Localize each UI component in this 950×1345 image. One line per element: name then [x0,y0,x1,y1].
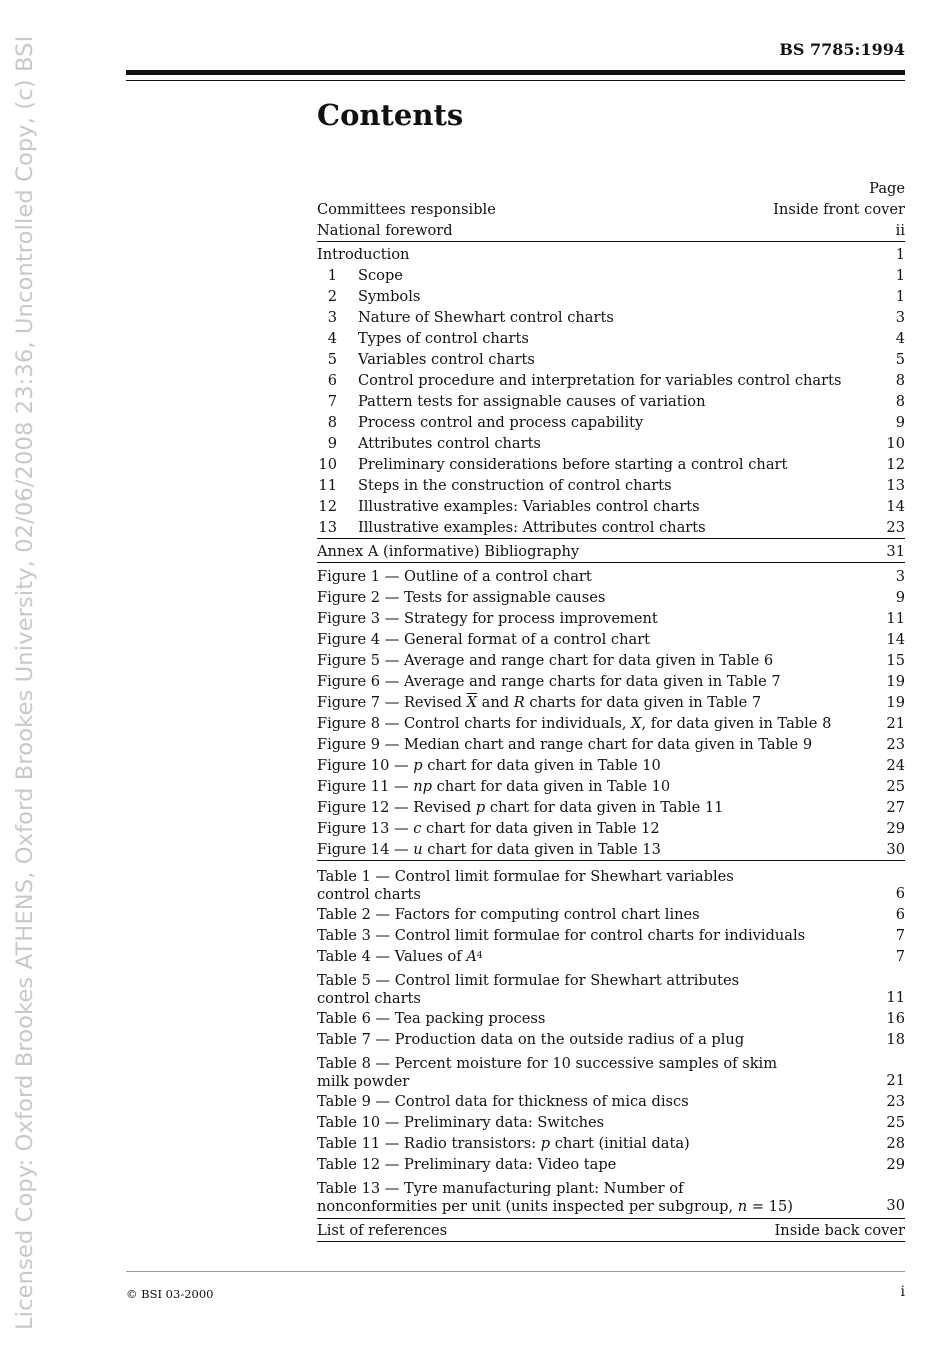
toc-label: Table 6 — Tea packing process [317,1010,546,1027]
toc-label: Figure 6 — Average and range charts for data given in Table 7 [317,673,781,690]
toc-label: Table 13 — Tyre manufacturing plant: Number of nonconformities per unit (units inspected per subgroup, n = 15) [317,1180,793,1215]
toc-page: 7 [895,927,905,944]
toc-label: Figure 5 — Average and range chart for data given in Table 6 [317,652,774,669]
toc-entry-clause-9[interactable] [317,433,905,454]
toc-entry-figure-5[interactable] [317,650,905,671]
toc-page: 12 [886,456,905,473]
toc-label: Pattern tests for assignable causes of variation [358,393,706,410]
toc-page: 29 [886,820,905,837]
toc-page: 1 [895,288,905,305]
toc-page: 21 [886,1072,905,1089]
toc-label: Process control and process capability [358,414,644,431]
toc-label: Table 2 — Factors for computing control chart lines [317,906,700,923]
toc-page: 15 [886,652,905,669]
toc-label: Illustrative examples: Attributes control charts [358,519,706,536]
toc-label: Table 1 — Control limit formulae for Shewhart variables control charts [317,868,734,903]
toc-page: 1 [895,267,905,284]
toc-entry-figure-12[interactable] [317,797,905,818]
toc-entry-table-2[interactable] [317,904,905,925]
toc-entry-figure-2[interactable] [317,587,905,608]
toc-page: Inside front cover [773,201,905,218]
toc-page: 10 [886,435,905,452]
toc-entry-clause-12[interactable] [317,496,905,517]
toc-entry-table-10[interactable] [317,1112,905,1133]
toc-page: 16 [886,1010,905,1027]
toc-label: Figure 7 — Revised $\overline{X}$ and R charts for data given in Table 7 [317,694,762,711]
toc-page: 11 [886,989,905,1006]
toc-page: 28 [886,1135,905,1152]
toc-label: Figure 4 — General format of a control chart [317,631,651,648]
clause-number: 1 [327,267,337,284]
toc-label: Types of control charts [358,330,529,347]
toc-entry-table-3[interactable] [317,925,905,946]
toc-entry-figure-9[interactable] [317,734,905,755]
toc-label: Table 8 — Percent moisture for 10 successive samples of skim milk powder [317,1055,778,1090]
header-rule-thick [126,70,905,75]
toc-entry-clause-2[interactable] [317,286,905,307]
clause-number: 6 [327,372,337,389]
toc-label: Figure 2 — Tests for assignable causes [317,589,606,606]
toc-page: 7 [895,948,905,965]
toc-page: 13 [886,477,905,494]
toc-page: 14 [886,498,905,515]
toc-label: Attributes control charts [358,435,541,452]
toc-page: 23 [886,1093,905,1110]
toc-entry-figure-13[interactable] [317,818,905,839]
toc-page: 27 [886,799,905,816]
toc-entry-table-1[interactable] [317,863,905,904]
toc-label: Table 9 — Control data for thickness of mica discs [317,1093,689,1110]
toc-entry-figure-14[interactable] [317,839,905,861]
toc-label: Table 12 — Preliminary data: Video tape [317,1156,617,1173]
toc-label: Figure 9 — Median chart and range chart for data given in Table 9 [317,736,813,753]
clause-number: 7 [327,393,337,410]
toc-page: 1 [895,246,905,263]
toc-entry-figure-8[interactable] [317,713,905,734]
toc-entry-table-12[interactable] [317,1154,905,1175]
toc-page: 3 [895,309,905,326]
toc-entry-table-7[interactable] [317,1029,905,1050]
page-column-header: Page [869,180,905,197]
toc-page: 18 [886,1031,905,1048]
toc-page: 11 [886,610,905,627]
toc-entry-annex-a[interactable] [317,541,905,563]
toc-page: 25 [886,1114,905,1131]
toc-label: Scope [358,267,403,284]
toc-entry-foreword[interactable] [317,220,905,242]
toc-label: Table 5 — Control limit formulae for Shewhart attributes control charts [317,972,740,1007]
header-rule-thin [126,80,905,81]
toc-label: List of references [317,1222,448,1239]
toc-entry-clause-6[interactable] [317,370,905,391]
clause-number: 9 [327,435,337,452]
toc-entry-table-8[interactable] [317,1050,905,1091]
toc-entry-clause-8[interactable] [317,412,905,433]
toc-label: Annex A (informative) Bibliography [317,543,580,560]
toc-entry-references[interactable] [317,1218,905,1242]
toc-page: 3 [895,568,905,585]
footer-rule [126,1271,905,1272]
toc-entry-table-9[interactable] [317,1091,905,1112]
toc-label: Table 4 — Values of A 4 [317,948,483,965]
clause-number: 10 [318,456,337,473]
toc-entry-committees[interactable] [317,199,905,220]
toc-page: 9 [895,589,905,606]
clause-number: 2 [327,288,337,305]
toc-label: Control procedure and interpretation for variables control charts [358,372,842,389]
toc-label: Variables control charts [358,351,535,368]
clause-number: 13 [318,519,337,536]
toc-page: 29 [886,1156,905,1173]
toc-label: Table 11 — Radio transistors: p chart (initial data) [317,1135,690,1152]
footer-copyright: © BSI 03-2000 [126,1287,214,1301]
toc-page: 31 [886,543,905,560]
table-of-contents [317,178,905,1242]
toc-entry-table-5[interactable] [317,967,905,1008]
toc-page: 19 [886,694,905,711]
clause-number: 11 [318,477,337,494]
toc-page: 8 [895,372,905,389]
toc-entry-introduction[interactable] [317,244,905,265]
license-watermark: Licensed Copy: Oxford Brookes ATHENS, Oxford Brookes University, 02/06/2008 23:36, Uncontrolled Copy, (c) BSI [12,35,38,1330]
clause-number: 5 [327,351,337,368]
toc-label: Illustrative examples: Variables control charts [358,498,700,515]
toc-label: National foreword [317,222,453,239]
toc-label: Figure 8 — Control charts for individuals, X , for data given in Table 8 [317,715,832,732]
toc-entry-table-13[interactable] [317,1175,905,1216]
page-title: Contents [317,98,464,132]
toc-entry-clause-7[interactable] [317,391,905,412]
toc-label: Figure 11 — np chart for data given in Table 10 [317,778,671,795]
toc-label: Steps in the construction of control charts [358,477,672,494]
toc-label: Table 10 — Preliminary data: Switches [317,1114,605,1131]
toc-entry-clause-4[interactable] [317,328,905,349]
toc-label: Nature of Shewhart control charts [358,309,614,326]
toc-page: ii [895,222,905,239]
footer-page-number: i [900,1284,905,1300]
clause-number: 4 [327,330,337,347]
toc-label: Figure 14 — u chart for data given in Table 13 [317,841,661,858]
toc-entry-table-11[interactable] [317,1133,905,1154]
toc-page: 24 [886,757,905,774]
toc-page: 8 [895,393,905,410]
toc-page: 5 [895,351,905,368]
toc-page: 30 [886,1197,905,1214]
toc-page: 30 [886,841,905,858]
toc-entry-figure-6[interactable] [317,671,905,692]
toc-entry-figure-7[interactable] [317,692,905,713]
toc-page: 6 [895,906,905,923]
toc-label: Figure 12 — Revised p chart for data given in Table 11 [317,799,724,816]
toc-page: 4 [895,330,905,347]
toc-entry-figure-1[interactable] [317,566,905,587]
toc-entry-table-6[interactable] [317,1008,905,1029]
toc-entry-clause-11[interactable] [317,475,905,496]
toc-label: Table 3 — Control limit formulae for control charts for individuals [317,927,806,944]
toc-entry-figure-4[interactable] [317,629,905,650]
toc-label: Figure 10 — p chart for data given in Table 10 [317,757,661,774]
toc-label: Figure 13 — c chart for data given in Table 12 [317,820,660,837]
clause-number: 3 [327,309,337,326]
toc-page: 21 [886,715,905,732]
standard-number: BS 7785:1994 [779,40,905,59]
toc-label: Figure 3 — Strategy for process improvement [317,610,658,627]
toc-entry-clause-13[interactable] [317,517,905,539]
toc-page: 9 [895,414,905,431]
toc-entry-clause-10[interactable] [317,454,905,475]
toc-entry-figure-11[interactable] [317,776,905,797]
x-bar-symbol: $\overline{X}$ [466,694,477,711]
clause-number: 12 [318,498,337,515]
toc-page: 25 [886,778,905,795]
clause-number: 8 [327,414,337,431]
toc-page: 23 [886,519,905,536]
toc-page: 23 [886,736,905,753]
toc-entry-clause-5[interactable] [317,349,905,370]
toc-label: Committees responsible [317,201,496,218]
toc-entry-figure-3[interactable] [317,608,905,629]
toc-label: Introduction [317,246,410,263]
toc-page: 14 [886,631,905,648]
toc-label: Table 7 — Production data on the outside radius of a plug [317,1031,745,1048]
toc-page: 19 [886,673,905,690]
toc-label: Symbols [358,288,421,305]
toc-entry-figure-10[interactable] [317,755,905,776]
toc-label: Preliminary considerations before starting a control chart [358,456,788,473]
toc-entry-clause-1[interactable] [317,265,905,286]
toc-page: 6 [895,885,905,902]
toc-entry-table-4[interactable] [317,946,905,967]
toc-page: Inside back cover [774,1222,905,1239]
toc-entry-clause-3[interactable] [317,307,905,328]
toc-label: Figure 1 — Outline of a control chart [317,568,592,585]
